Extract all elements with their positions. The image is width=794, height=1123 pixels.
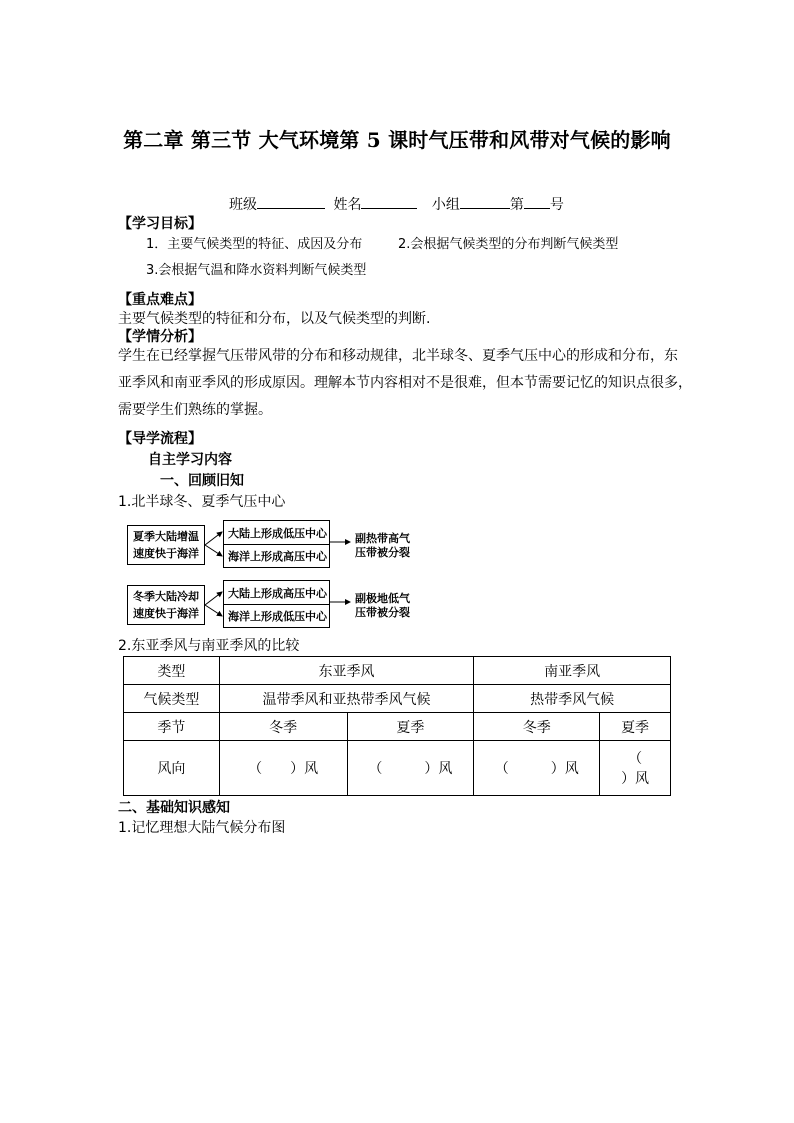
table-row bbox=[124, 713, 671, 741]
analysis-heading: 【学情分析】 bbox=[118, 329, 202, 345]
east-winter-wind[interactable]: （ ）风 bbox=[219, 741, 347, 796]
flow-heading: 【导学流程】 bbox=[118, 431, 202, 447]
east-asian-monsoon: 东亚季风 bbox=[219, 657, 474, 685]
goal-item-2: 2.会根据气候类型的分布判断气候类型 bbox=[398, 237, 619, 252]
south-winter-wind[interactable]: （ ）风 bbox=[474, 741, 600, 796]
east-winter: 冬季 bbox=[219, 713, 347, 741]
summer-result-line-1: 副热带高气 bbox=[355, 532, 410, 545]
key-heading: 【重点难点】 bbox=[118, 292, 202, 308]
east-summer-wind[interactable]: （ ）风 bbox=[347, 741, 474, 796]
winter-result-line-2: 压带被分裂 bbox=[355, 606, 410, 619]
winter-cause-line-1: 冬季大陆冷却 bbox=[133, 590, 199, 603]
summer-result-line-2: 压带被分裂 bbox=[355, 546, 410, 559]
number-field[interactable] bbox=[524, 195, 550, 209]
class-label: 班级 bbox=[229, 197, 257, 213]
summer-pressure-diagram bbox=[125, 520, 445, 570]
key-text: 主要气候类型的特征和分布，以及气候类型的判断. bbox=[118, 311, 431, 327]
table-row bbox=[124, 657, 671, 685]
group-label: 小组 bbox=[431, 197, 460, 213]
summer-cause-line-2: 速度快于海洋 bbox=[133, 547, 199, 560]
season-label: 季节 bbox=[124, 713, 220, 741]
winter-land-high: 大陆上形成高压中心 bbox=[228, 587, 327, 600]
group-field[interactable] bbox=[460, 195, 510, 209]
winter-result bbox=[355, 592, 410, 620]
analysis-line-2: 亚季风和南亚季风的形成原因。理解本节内容相对不是很难，但本节需要记忆的知识点很多， bbox=[118, 375, 692, 391]
question-1: 1.北半球冬、夏季气压中心 bbox=[118, 494, 286, 510]
east-summer: 夏季 bbox=[347, 713, 474, 741]
winter-cause-line-2: 速度快于海洋 bbox=[133, 607, 199, 620]
summer-cause-line-1: 夏季大陆增温 bbox=[133, 530, 199, 543]
south-winter: 冬季 bbox=[474, 713, 600, 741]
section-2-heading: 二、基础知识感知 bbox=[118, 800, 230, 816]
summer-land-low: 大陆上形成低压中心 bbox=[228, 527, 327, 540]
type-label: 类型 bbox=[124, 657, 220, 685]
winter-ocean-low: 海洋上形成低压中心 bbox=[228, 610, 327, 623]
section-2-question-1: 1.记忆理想大陆气候分布图 bbox=[118, 820, 286, 836]
south-summer-wind[interactable] bbox=[600, 741, 671, 796]
goals-heading: 【学习目标】 bbox=[118, 216, 202, 232]
self-study-heading: 自主学习内容 bbox=[148, 452, 232, 468]
table-row bbox=[124, 685, 671, 713]
analysis-line-3: 需要学生们熟练的掌握。 bbox=[118, 402, 272, 418]
name-label: 姓名 bbox=[333, 197, 362, 213]
south-asian-monsoon: 南亚季风 bbox=[474, 657, 671, 685]
summer-ocean-high: 海洋上形成高压中心 bbox=[228, 550, 327, 563]
east-climate: 温带季风和亚热带季风气候 bbox=[219, 685, 474, 713]
goal-item-1: 1．主要气候类型的特征、成因及分布 bbox=[146, 237, 363, 252]
page-title: 第二章 第三节 大气环境第 5 课时气压带和风带对气候的影响 bbox=[123, 128, 671, 152]
winter-result-line-1: 副极地低气 bbox=[355, 592, 410, 605]
winter-pressure-diagram bbox=[125, 580, 445, 630]
south-summer: 夏季 bbox=[600, 713, 671, 741]
goal-item-3: 3.会根据气温和降水资料判断气候类型 bbox=[146, 263, 367, 278]
review-heading: 一、回顾旧知 bbox=[160, 473, 244, 489]
question-2: 2.东亚季风与南亚季风的比较 bbox=[118, 638, 300, 654]
south-summer-wind-open: （ bbox=[628, 751, 643, 767]
wind-label: 风向 bbox=[124, 741, 220, 796]
analysis-line-1: 学生在已经掌握气压带风带的分布和移动规律，北半球冬、夏季气压中心的形成和分布，东 bbox=[118, 348, 678, 364]
class-field[interactable] bbox=[257, 195, 325, 209]
student-info-line bbox=[229, 195, 564, 214]
climate-label: 气候类型 bbox=[124, 685, 220, 713]
name-field[interactable] bbox=[361, 195, 417, 209]
number-suffix: 号 bbox=[549, 197, 564, 213]
south-summer-wind-close: ）风 bbox=[621, 771, 650, 787]
south-climate: 热带季风气候 bbox=[474, 685, 671, 713]
table-row bbox=[124, 741, 671, 796]
number-prefix: 第 bbox=[509, 197, 524, 213]
monsoon-comparison-table bbox=[123, 656, 671, 796]
summer-result bbox=[355, 532, 410, 560]
